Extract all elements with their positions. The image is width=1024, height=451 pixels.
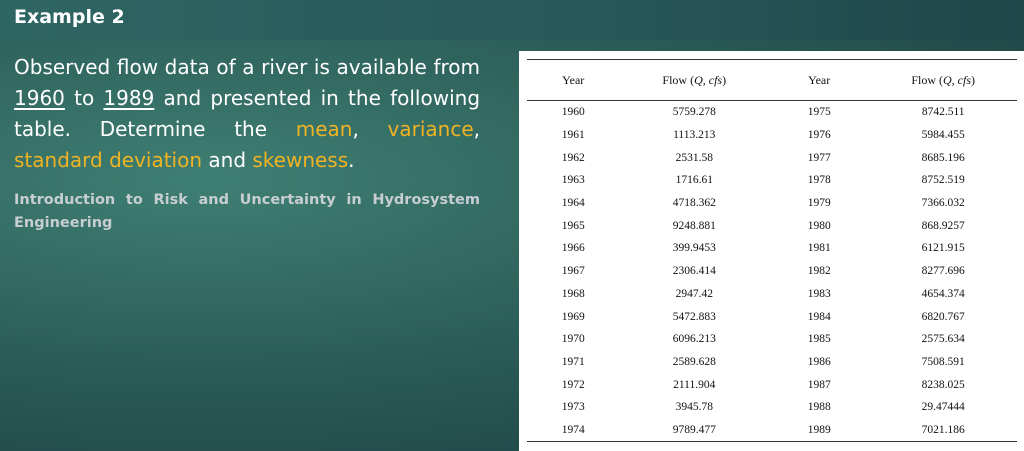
table-row [527, 260, 1017, 283]
cell-year-left: 1963 [561, 174, 585, 187]
table-row [527, 396, 1017, 419]
table-row [527, 124, 1017, 147]
table-row [527, 328, 1017, 351]
cell-flow-right: 7366.032 [921, 197, 965, 210]
cell-flow-right: 868.9257 [921, 219, 965, 232]
cell-flow-left: 1716.61 [675, 174, 713, 187]
cell-year-left: 1964 [561, 197, 585, 210]
table-body [527, 101, 1017, 442]
table-panel [519, 51, 1024, 451]
flow-data-table [527, 59, 1017, 442]
cell-flow-left: 9248.881 [672, 219, 716, 232]
header-flow-prefix: Flow ( [911, 72, 943, 87]
table-row [527, 101, 1017, 124]
cell-flow-left: 9789.477 [672, 423, 716, 436]
table-row [527, 214, 1017, 237]
reference-citation: Introduction to Risk and Uncertainty in Hydrosystem Engineering [14, 192, 480, 231]
cell-flow-left: 2531.58 [675, 151, 713, 164]
cell-flow-right: 8752.519 [921, 174, 965, 187]
keyword-variance: variance [387, 117, 474, 141]
header-flow-1 [619, 60, 769, 101]
year-end: 1989 [103, 86, 155, 110]
cell-flow-left: 2947.42 [675, 287, 713, 300]
cell-year-left: 1969 [561, 310, 585, 323]
problem-statement [14, 52, 480, 176]
problem-text-2: to [64, 86, 104, 110]
table-row [527, 305, 1017, 328]
header-flow-prefix: Flow ( [662, 72, 695, 87]
cell-year-right: 1975 [807, 106, 831, 119]
cell-flow-right: 6121.915 [921, 242, 965, 255]
cell-flow-right: 5984.455 [921, 129, 965, 142]
cell-year-right: 1987 [807, 378, 831, 391]
cell-year-right: 1981 [807, 242, 831, 255]
cell-year-right: 1977 [807, 151, 831, 164]
cell-year-left: 1970 [561, 333, 585, 346]
cell-year-right: 1976 [807, 129, 831, 142]
cell-year-left: 1967 [561, 265, 585, 278]
keyword-skewness: skewness [252, 148, 349, 172]
cell-flow-left: 2589.628 [672, 355, 716, 368]
cell-year-right: 1986 [807, 355, 831, 368]
cell-flow-left: 2111.904 [673, 378, 716, 391]
cell-year-right: 1985 [807, 333, 831, 346]
cell-flow-right: 2575.634 [921, 333, 965, 346]
table-row [527, 192, 1017, 215]
header-year-1: Year [562, 72, 585, 87]
cell-year-right: 1984 [807, 310, 831, 323]
problem-text-3: and presented in the following table. Determine the [14, 86, 481, 141]
cell-year-left: 1971 [561, 355, 585, 368]
header-flow-unit: cfs [957, 72, 971, 87]
cell-year-left: 1960 [561, 106, 585, 119]
cell-year-right: 1980 [807, 219, 831, 232]
table-row [527, 283, 1017, 306]
problem-text-7: . [348, 148, 355, 172]
keyword-standard-deviation: standard deviation [14, 148, 203, 172]
year-start: 1960 [14, 86, 65, 110]
cell-flow-left: 1113.213 [673, 129, 716, 142]
table-row [527, 146, 1017, 169]
cell-year-right: 1988 [807, 401, 831, 414]
problem-text-1: Observed flow data of a river is available from [14, 55, 480, 79]
cell-flow-left: 5759.278 [672, 106, 716, 119]
header-flow-q: Q [694, 72, 703, 87]
header-flow-q: Q [942, 72, 952, 87]
cell-flow-right: 6820.767 [921, 310, 965, 323]
header-year-2: Year [808, 72, 831, 87]
keyword-mean: mean [295, 117, 353, 141]
cell-year-right: 1983 [807, 287, 831, 300]
header-flow-comma: , [702, 72, 709, 87]
table-row [527, 351, 1017, 374]
header-flow-unit: cfs [708, 72, 723, 87]
cell-year-left: 1973 [561, 401, 585, 414]
cell-flow-left: 399.9453 [672, 242, 716, 255]
cell-year-left: 1966 [561, 242, 585, 255]
cell-flow-left: 5472.883 [672, 310, 716, 323]
table-row [527, 419, 1017, 442]
cell-year-left: 1961 [561, 129, 585, 142]
header-flow-suffix: ) [722, 72, 727, 87]
cell-flow-right: 4654.374 [921, 287, 965, 300]
cell-flow-right: 7021.186 [921, 423, 965, 436]
cell-flow-left: 2306.414 [672, 265, 716, 278]
table-header-row [527, 60, 1017, 101]
header-flow-2 [869, 60, 1017, 101]
cell-flow-right: 8238.025 [921, 378, 965, 391]
cell-flow-right: 8685.196 [921, 151, 965, 164]
slide-title: Example 2 [14, 6, 125, 28]
cell-year-right: 1982 [807, 265, 831, 278]
cell-year-right: 1979 [807, 197, 831, 210]
header-flow-suffix: ) [971, 72, 975, 87]
cell-year-left: 1968 [561, 287, 585, 300]
cell-flow-left: 4718.362 [672, 197, 716, 210]
cell-year-right: 1978 [807, 174, 831, 187]
cell-flow-left: 6096.213 [672, 333, 716, 346]
table-row [527, 237, 1017, 260]
cell-flow-right: 8277.696 [921, 265, 965, 278]
cell-year-left: 1962 [561, 151, 585, 164]
table-row [527, 373, 1017, 396]
problem-text-5: , [473, 117, 480, 141]
title-bar [0, 0, 1024, 40]
cell-year-left: 1965 [561, 219, 585, 232]
problem-text-4: , [352, 117, 388, 141]
header-flow-comma: , [951, 72, 958, 87]
cell-flow-right: 8742.511 [921, 106, 965, 119]
cell-flow-right: 29.47444 [921, 401, 965, 414]
cell-year-left: 1972 [561, 378, 585, 391]
cell-year-left: 1974 [561, 423, 585, 436]
cell-year-right: 1989 [807, 423, 831, 436]
cell-flow-left: 3945.78 [675, 401, 713, 414]
table-row [527, 169, 1017, 192]
problem-text-6: and [202, 148, 253, 172]
cell-flow-right: 7508.591 [921, 355, 965, 368]
